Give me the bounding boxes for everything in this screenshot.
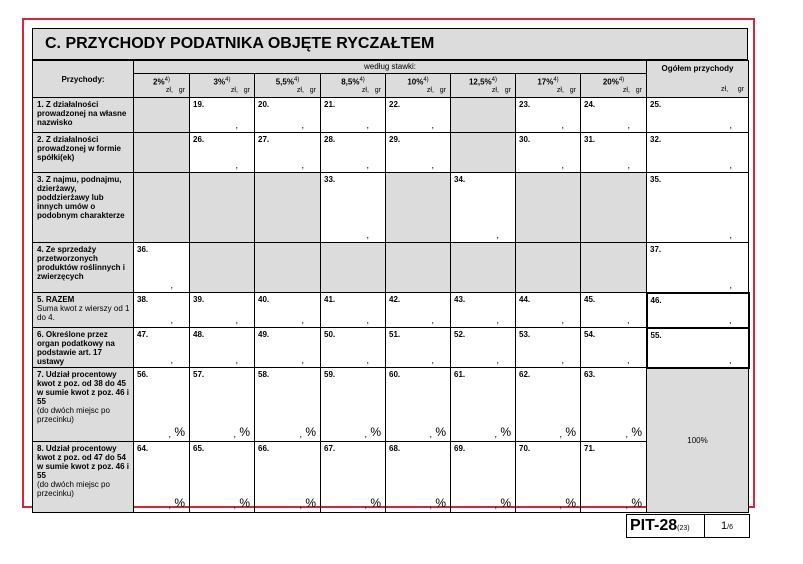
row-label-2: 2. Z działalności prowadzonej w formie spółki(ek) bbox=[33, 133, 134, 173]
row-8-subtitle: (do dwóch miejsc po przecinku) bbox=[37, 480, 110, 498]
field-54[interactable]: 54. , bbox=[581, 328, 647, 368]
cell-blocked bbox=[255, 173, 321, 243]
rate-8-5: 8,5%$^{4)}$ zł, gr bbox=[321, 74, 386, 98]
field-27[interactable]: 27. , bbox=[255, 133, 321, 173]
field-58[interactable]: 58. , % bbox=[255, 368, 321, 442]
cell-blocked bbox=[134, 173, 190, 243]
row-label-8 bbox=[33, 442, 134, 513]
field-23[interactable]: 23. , bbox=[516, 98, 581, 133]
row-8-title: 8. Udział procentowy kwot z poz. od 47 do 54 w sumie kwot z poz. 46 i 55 bbox=[37, 444, 130, 480]
field-28[interactable]: 28. , bbox=[321, 133, 386, 173]
field-68[interactable]: 68. , % bbox=[386, 442, 451, 513]
field-60[interactable]: 60. , % bbox=[386, 368, 451, 442]
field-62[interactable]: 62. , % bbox=[516, 368, 581, 442]
row-7-subtitle: (do dwóch miejsc po przecinku) bbox=[37, 406, 110, 424]
row-5-subtitle: Suma kwot z wierszy od 1 do 4. bbox=[37, 304, 130, 322]
page-number: 1/6 bbox=[721, 520, 733, 532]
field-52[interactable]: 52. , bbox=[451, 328, 516, 368]
field-46[interactable]: 46. , bbox=[647, 293, 749, 328]
field-64[interactable]: 64. , % bbox=[134, 442, 190, 513]
cell-blocked bbox=[386, 173, 451, 243]
field-69[interactable]: 69. , % bbox=[451, 442, 516, 513]
field-36[interactable]: 36. , bbox=[134, 243, 190, 293]
cell-blocked bbox=[386, 243, 451, 293]
field-42[interactable]: 42. , bbox=[386, 293, 451, 328]
field-33[interactable]: 33. , bbox=[321, 173, 386, 243]
rate-5-5: 5,5%$^{4)}$ zł, gr bbox=[255, 74, 321, 98]
cell-blocked bbox=[451, 98, 516, 133]
field-67[interactable]: 67. , % bbox=[321, 442, 386, 513]
section-title: C. PRZYCHODY PODATNIKA OBJĘTE RYCZAŁTEM bbox=[32, 28, 748, 60]
field-48[interactable]: 48. , bbox=[190, 328, 255, 368]
form-name: PIT-28(23) bbox=[627, 515, 705, 537]
field-26[interactable]: 26. , bbox=[190, 133, 255, 173]
rate-20: 20%$^{4)}$ zł, gr bbox=[581, 74, 647, 98]
field-30[interactable]: 30. , bbox=[516, 133, 581, 173]
field-63[interactable]: 63. , % bbox=[581, 368, 647, 442]
field-56[interactable]: 56. , % bbox=[134, 368, 190, 442]
cell-blocked bbox=[581, 173, 647, 243]
field-39[interactable]: 39. , bbox=[190, 293, 255, 328]
field-38[interactable]: 38. , bbox=[134, 293, 190, 328]
rate-17: 17%$^{4)}$ zł, gr bbox=[516, 74, 581, 98]
cell-blocked bbox=[321, 243, 386, 293]
rate-2: 2%$^{4)}$ zł, gr bbox=[134, 74, 190, 98]
cell-blocked bbox=[190, 243, 255, 293]
field-51[interactable]: 51. , bbox=[386, 328, 451, 368]
cell-blocked bbox=[516, 243, 581, 293]
field-71[interactable]: 71. , % bbox=[581, 442, 647, 513]
rate-3: 3%$^{4)}$ zł, gr bbox=[190, 74, 255, 98]
field-20[interactable]: 20. , bbox=[255, 98, 321, 133]
field-43[interactable]: 43. , bbox=[451, 293, 516, 328]
total-percent: 100% bbox=[647, 368, 749, 513]
field-29[interactable]: 29. , bbox=[386, 133, 451, 173]
row-label-1: 1. Z działalności prowadzonej na własne nazwisko bbox=[33, 98, 134, 133]
section-c-frame bbox=[22, 18, 755, 508]
field-41[interactable]: 41. , bbox=[321, 293, 386, 328]
przychody-header: Przychody: bbox=[33, 61, 134, 98]
field-49[interactable]: 49. , bbox=[255, 328, 321, 368]
field-24[interactable]: 24. , bbox=[581, 98, 647, 133]
row-label-6: 6. Określone przez organ podatkowy na podstawie art. 17 ustawy bbox=[33, 328, 134, 368]
rate-10: 10%$^{4)}$ zł, gr bbox=[386, 74, 451, 98]
field-31[interactable]: 31. , bbox=[581, 133, 647, 173]
row-label-3: 3. Z najmu, podnajmu, dzierżawy, poddzierżawy lub innych umów o podobnym charakterze bbox=[33, 173, 134, 243]
field-47[interactable]: 47. , bbox=[134, 328, 190, 368]
field-19[interactable]: 19. , bbox=[190, 98, 255, 133]
row-5-title: 5. RAZEM bbox=[37, 295, 75, 304]
field-65[interactable]: 65. , % bbox=[190, 442, 255, 513]
field-55[interactable]: 55. , bbox=[647, 328, 749, 368]
row-label-4: 4. Ze sprzedaży przetworzonych produktów roślinnych i zwierzęcych bbox=[33, 243, 134, 293]
row-label-7 bbox=[33, 368, 134, 442]
field-40[interactable]: 40. , bbox=[255, 293, 321, 328]
ogolem-units: zł, gr bbox=[721, 86, 744, 93]
field-61[interactable]: 61. , % bbox=[451, 368, 516, 442]
cell-blocked bbox=[134, 133, 190, 173]
field-34[interactable]: 34. , bbox=[451, 173, 516, 243]
cell-blocked bbox=[581, 243, 647, 293]
cell-blocked bbox=[134, 98, 190, 133]
row-7-title: 7. Udział procentowy kwot z poz. od 38 do 45 w sumie kwot z poz. 46 i 55 bbox=[37, 370, 130, 406]
field-32[interactable]: 32. , bbox=[647, 133, 749, 173]
field-22[interactable]: 22. , bbox=[386, 98, 451, 133]
field-44[interactable]: 44. , bbox=[516, 293, 581, 328]
cell-blocked bbox=[255, 243, 321, 293]
row-label-5 bbox=[33, 293, 134, 328]
ogolem-label: Ogółem przychody bbox=[661, 64, 734, 73]
cell-blocked bbox=[451, 133, 516, 173]
cell-blocked bbox=[516, 173, 581, 243]
field-25[interactable]: 25. , bbox=[647, 98, 749, 133]
field-66[interactable]: 66. , % bbox=[255, 442, 321, 513]
form-footer bbox=[626, 514, 750, 538]
wedlug-stawki-header: według stawki: bbox=[134, 61, 647, 74]
field-45[interactable]: 45. , bbox=[581, 293, 647, 328]
field-57[interactable]: 57. , % bbox=[190, 368, 255, 442]
income-table bbox=[32, 60, 750, 513]
field-53[interactable]: 53. , bbox=[516, 328, 581, 368]
rate-12-5: 12,5%$^{4)}$ zł, gr bbox=[451, 74, 516, 98]
field-21[interactable]: 21. , bbox=[321, 98, 386, 133]
field-70[interactable]: 70. , % bbox=[516, 442, 581, 513]
cell-blocked bbox=[451, 243, 516, 293]
field-59[interactable]: 59. , % bbox=[321, 368, 386, 442]
field-35[interactable]: 35. , bbox=[647, 173, 749, 243]
field-50[interactable]: 50. , bbox=[321, 328, 386, 368]
ogolem-header bbox=[647, 61, 749, 98]
field-37[interactable]: 37. , bbox=[647, 243, 749, 293]
cell-blocked bbox=[190, 173, 255, 243]
